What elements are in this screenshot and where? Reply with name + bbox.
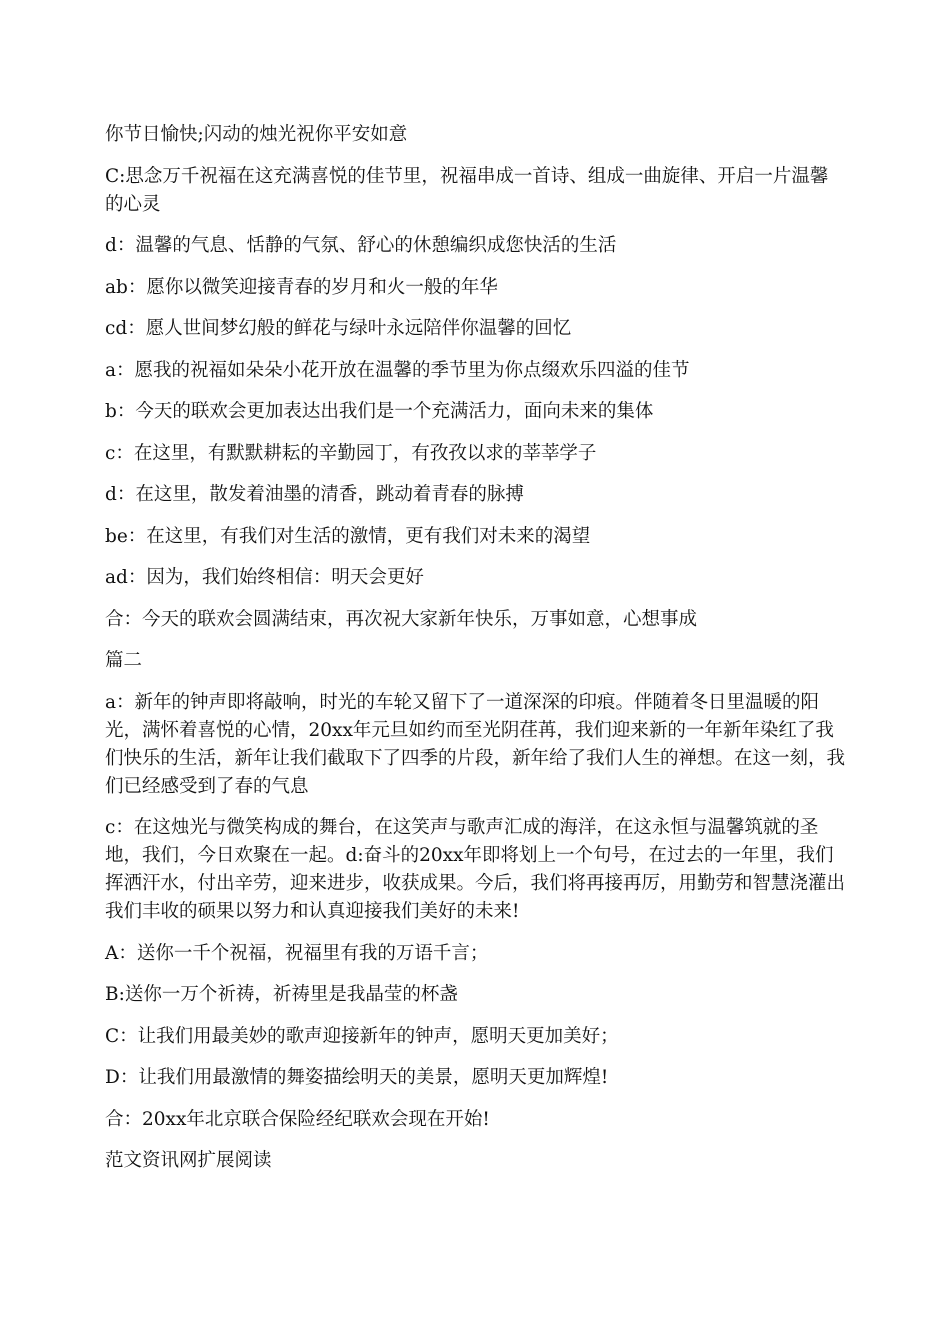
paragraph: b：今天的联欢会更加表达出我们是一个充满活力，面向未来的集体 (105, 401, 654, 422)
paragraph: a：愿我的祝福如朵朵小花开放在温馨的季节里为你点缀欢乐四溢的佳节 (105, 359, 690, 381)
paragraph: c：在这烛光与微笑构成的舞台，在这笑声与歌声汇成的海洋，在这永恒与温馨筑就的圣地，我们，今日欢聚在一起。d:奋斗的20xx年即将划上一个句号，在过去的一年里，我们挥洒汗水，付出辛劳，迎来进步，收获成果。今后，我们将再接再厉，用勤劳和智慧浇灌出我们丰收的硕果以努力和认真迎接我们美好的未来! (105, 817, 846, 922)
paragraph: B:送你一万个祈祷，祈祷里是我晶莹的杯盏 (105, 984, 458, 1005)
paragraph: be：在这里，有我们对生活的激情，更有我们对未来的渴望 (105, 525, 591, 547)
paragraph: 你节日愉快;闪动的烛光祝你平安如意 (105, 124, 408, 145)
paragraph: c：在这里，有默默耕耘的辛勤园丁，有孜孜以求的莘莘学子 (105, 442, 597, 464)
paragraph: A：送你一千个祝福，祝福里有我的万语千言； (105, 942, 489, 964)
section-heading: 篇二 (105, 650, 143, 671)
paragraph: d：在这里，散发着油墨的清香，跳动着青春的脉搏 (105, 484, 524, 505)
paragraph: 合：今天的联欢会圆满结束，再次祝大家新年快乐，万事如意，心想事成 (105, 608, 698, 630)
paragraph: a：新年的钟声即将敲响，时光的车轮又留下了一道深深的印痕。伴随着冬日里温暖的阳光，满怀着喜悦的心情，20xx年元旦如约而至光阴荏苒，我们迎来新的一年新年染红了我们快乐的生活，新年让我们截取下了四季的片段，新年给了我们人生的禅想。在这一刻，我们已经感受到了春的气息 (105, 691, 846, 797)
paragraph: 合：20xx年北京联合保险经纪联欢会现在开始! (105, 1108, 490, 1130)
paragraph: D：让我们用最激情的舞姿描绘明天的美景，愿明天更加辉煌! (105, 1067, 609, 1088)
paragraph: ab：愿你以微笑迎接青春的岁月和火一般的年华 (105, 276, 498, 298)
document-body (105, 121, 845, 1189)
paragraph: C：让我们用最美妙的歌声迎接新年的钟声，愿明天更加美好； (105, 1025, 619, 1047)
paragraph: cd：愿人世间梦幻般的鲜花与绿叶永远陪伴你温馨的回忆 (105, 318, 572, 339)
paragraph: C:思念万千祝福在这充满喜悦的佳节里，祝福串成一首诗、组成一曲旋律、开启一片温馨的心灵 (105, 165, 829, 215)
paragraph: d：温馨的气息、恬静的气氛、舒心的休憩编织成您快活的生活 (105, 235, 617, 256)
footer-text: 范文资讯网扩展阅读 (105, 1150, 272, 1171)
paragraph: ad：因为，我们始终相信：明天会更好 (105, 567, 424, 588)
